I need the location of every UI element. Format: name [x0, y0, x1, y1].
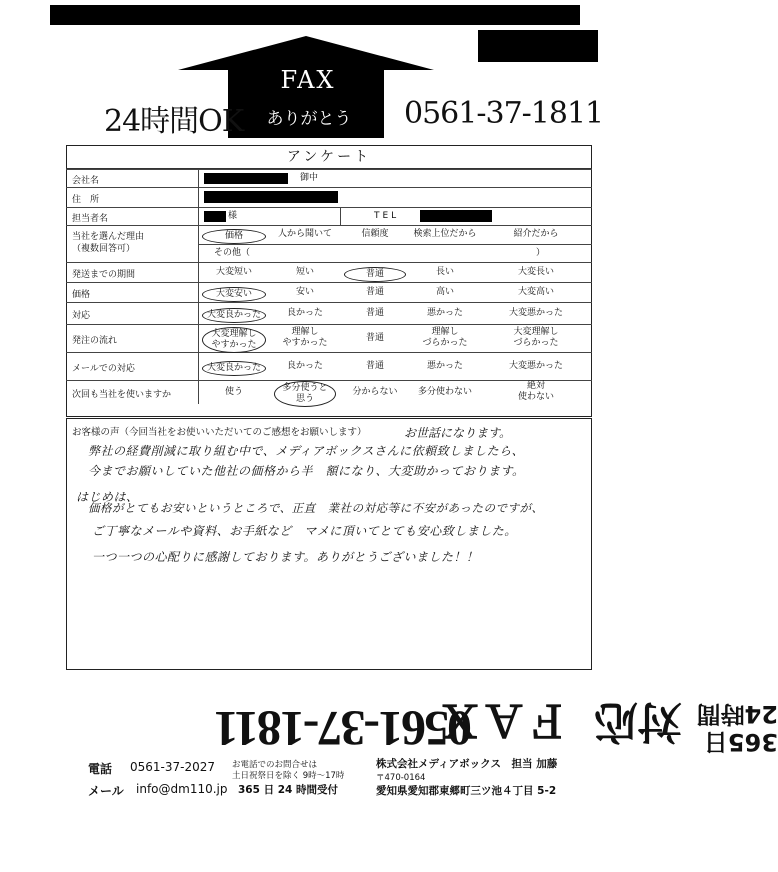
- row-divider: [66, 207, 592, 208]
- comment-line: ご丁寧なメールや資料、お手紙など マメに頂いてとても安心致しました。: [92, 524, 517, 538]
- comment-greeting: お世話になります。: [404, 426, 512, 440]
- footer-mail-note: 365 日 24 時間受付: [238, 784, 338, 796]
- other-close: ）: [536, 247, 546, 258]
- survey-option[interactable]: 大変悪かった: [508, 360, 563, 371]
- survey-option[interactable]: 普通: [365, 307, 384, 318]
- survey-option[interactable]: 大変長い: [517, 266, 554, 277]
- survey-option[interactable]: 理解し づらかった: [422, 327, 468, 348]
- survey-option[interactable]: 普通: [365, 332, 384, 343]
- row-divider: [66, 225, 592, 226]
- survey-option[interactable]: 良かった: [286, 307, 323, 318]
- survey-option[interactable]: 人から聞いて: [277, 228, 332, 239]
- survey-option-selected[interactable]: 大変理解し やすかった: [202, 327, 266, 353]
- row-label: 対応: [72, 310, 91, 321]
- tel-label: TEL: [374, 211, 400, 221]
- comment-line: 一つ一つの心配りに感謝しております。ありがとうございました！！: [92, 550, 479, 564]
- row-divider: [66, 302, 592, 303]
- survey-option[interactable]: 理解し やすかった: [282, 327, 328, 348]
- row-divider: [66, 352, 592, 353]
- footer-tel-label: 電話: [88, 762, 113, 776]
- row-label: 発注の流れ: [72, 335, 118, 346]
- col-divider: [198, 169, 199, 404]
- survey-option-selected[interactable]: 普通: [344, 267, 406, 282]
- row-divider: [66, 324, 592, 325]
- banner-days: 365日: [703, 728, 778, 756]
- footer-tel: 0561-37-2027: [130, 760, 216, 774]
- comment-label: お客様の声（今回当社をお使いいただいてのご感想をお願いします）: [72, 427, 367, 438]
- footer-mail-label: メール: [88, 784, 124, 798]
- footer-zip: 〒470-0164: [376, 773, 426, 783]
- row-divider: [66, 262, 592, 263]
- survey-option[interactable]: 分からない: [352, 386, 398, 397]
- survey-option[interactable]: 普通: [365, 360, 384, 371]
- survey-option[interactable]: 高い: [435, 286, 454, 297]
- row-label: 住 所: [72, 194, 100, 205]
- survey-option[interactable]: 検索上位だから: [413, 228, 477, 239]
- banner-phone: 0561-37-1811: [215, 701, 472, 757]
- footer-address: 愛知県愛知郡東郷町三ツ池４丁目 5-2: [376, 785, 557, 797]
- banner-taio: 対応: [594, 697, 682, 746]
- row-label: 次回も当社を使いますか: [72, 389, 172, 400]
- comment-line: 弊社の経費削減に取り組む中で、メディアボックスさんに依頼致しましたら、: [88, 444, 525, 458]
- row-divider: [66, 282, 592, 283]
- comment-line: はじめは、: [76, 490, 139, 504]
- survey-option[interactable]: 信頼度: [361, 228, 389, 239]
- comment-line: 今までお願いしていた他社の価格から半 額になり、大変助かっております。: [88, 464, 525, 478]
- row-divider: [66, 187, 592, 188]
- survey-option-selected[interactable]: 大変安い: [202, 287, 266, 302]
- redacted-person: [204, 211, 226, 222]
- survey-option-selected[interactable]: 多分使うと 思う: [274, 381, 336, 407]
- open-24h-text: 24時間OK: [104, 104, 244, 139]
- survey-option[interactable]: 大変高い: [517, 286, 554, 297]
- banner-hours: 24時間: [696, 700, 778, 728]
- row-label: 当社を選んだ理由: [72, 232, 145, 242]
- survey-table: [66, 145, 592, 417]
- survey-option-selected[interactable]: 価格: [202, 229, 266, 244]
- redacted-company: [204, 173, 288, 184]
- footer-company: 株式会社メディアボックス 担当 加藤: [376, 758, 558, 770]
- other-option[interactable]: その他（: [214, 247, 251, 258]
- row-label: 会社名: [72, 175, 100, 186]
- survey-option[interactable]: 良かった: [286, 360, 323, 371]
- row-divider: [198, 244, 592, 245]
- survey-option[interactable]: 大変理解し づらかった: [513, 327, 559, 348]
- footer-tel-hours: 土日祝祭日を除く 9時〜17時: [232, 771, 345, 781]
- mirrored-banner: [70, 694, 778, 758]
- row-label-note: （複数回答可）: [72, 244, 136, 254]
- footer-mail[interactable]: info@dm110.jp: [136, 782, 228, 796]
- honorific-onchu: 御中: [300, 173, 319, 183]
- survey-option[interactable]: 大変悪かった: [508, 307, 563, 318]
- footer-tel-note: お電話でのお問合せは: [232, 760, 318, 770]
- survey-title: アンケート: [66, 145, 592, 169]
- row-label: 担当者名: [72, 213, 109, 224]
- row-label: 発送までの期間: [72, 269, 136, 280]
- banner-fax: ＦＡＸ: [438, 695, 570, 744]
- comment-line: 価格がとてもお安いというところで、正直 業社の対応等に不安があったのですが、: [88, 501, 544, 515]
- honorific-sama: 様: [228, 211, 238, 221]
- survey-option[interactable]: 多分使わない: [417, 386, 472, 397]
- row-label: メールでの対応: [72, 363, 135, 374]
- fax-title: FAX: [280, 66, 336, 94]
- survey-option-selected[interactable]: 大変良かった: [202, 308, 266, 323]
- survey-option[interactable]: 長い: [435, 266, 454, 277]
- survey-option[interactable]: 短い: [295, 266, 314, 277]
- redaction-block-right: [478, 30, 598, 62]
- survey-option[interactable]: 使う: [224, 386, 243, 397]
- survey-option[interactable]: 安い: [295, 286, 314, 297]
- redacted-tel: [420, 210, 492, 222]
- col-divider: [340, 207, 341, 225]
- redacted-address: [204, 191, 338, 203]
- survey-option[interactable]: 大変短い: [215, 266, 252, 277]
- redaction-bar-top: [50, 5, 580, 25]
- survey-option[interactable]: 絶対 使わない: [517, 381, 554, 402]
- survey-option[interactable]: 悪かった: [426, 307, 463, 318]
- survey-option[interactable]: 紹介だから: [513, 228, 559, 239]
- header-phone: 0561-37-1811: [404, 96, 604, 131]
- survey-option[interactable]: 悪かった: [426, 360, 463, 371]
- row-label: 価格: [72, 289, 91, 300]
- survey-option[interactable]: 普通: [365, 286, 384, 297]
- fax-subtitle: ありがとう: [266, 109, 352, 129]
- row-divider: [66, 169, 592, 170]
- survey-option-selected[interactable]: 大変良かった: [202, 361, 266, 376]
